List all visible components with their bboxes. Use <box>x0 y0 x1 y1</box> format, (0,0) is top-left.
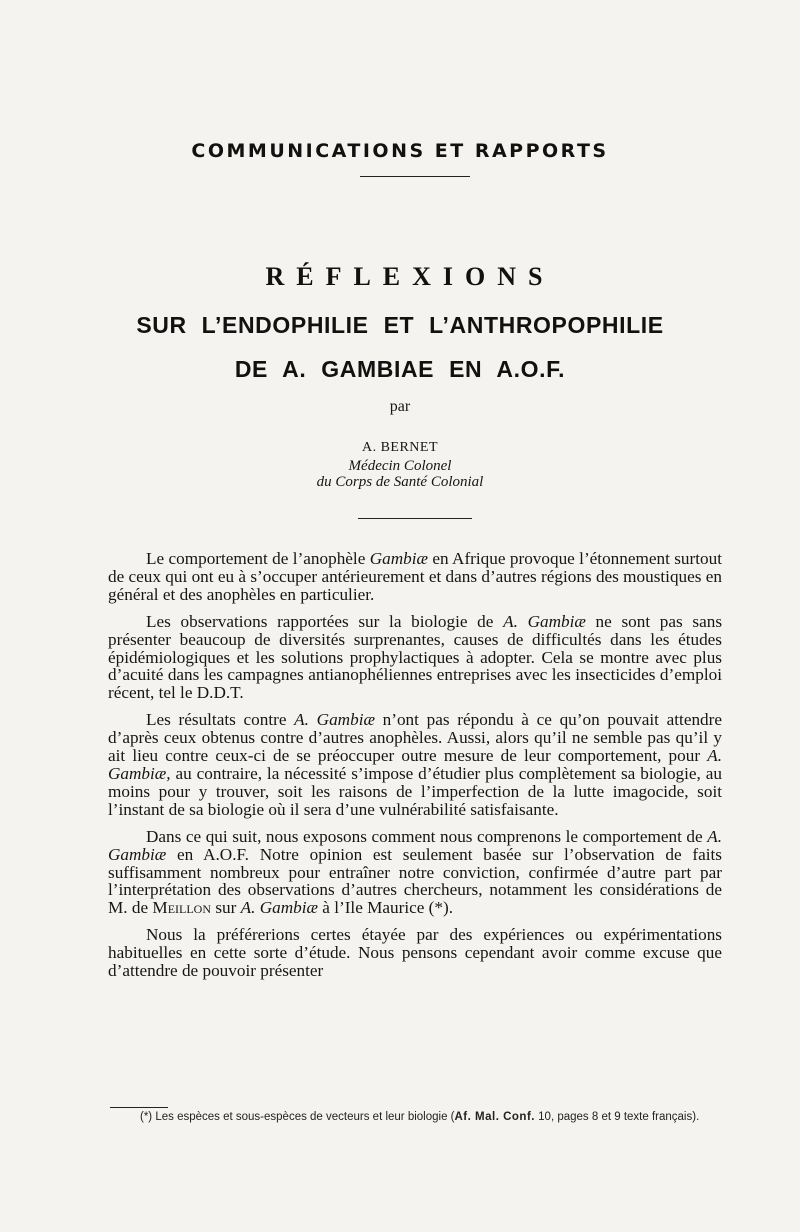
footnote: (*) Les espèces et sous-espèces de vecteurs et leur biologie (Af. Mal. Conf. 10, pages 8 et 9 texte français). <box>140 1111 700 1123</box>
article-body <box>108 550 722 989</box>
byline-par: par <box>389 398 411 415</box>
title-line-1: RÉFLEXIONS <box>265 262 555 291</box>
paragraph-4: Dans ce qui suit, nous exposons comment nous comprenons le comportement de A. Gambiæ en A.O.F. Notre opinion est seulement basée sur l’observation de faits suffisamment nombreux pour entraîner notre conviction, confirmée d’autre part par l’interprétation des observations d’autres chercheurs, notamment les considérations de M. de Meillon sur A. Gambiæ à l’Ile Maurice (*). <box>108 826 722 918</box>
title-line-2: SUR L’ENDOPHILIE ET L’ANTHROPOPHILIE <box>136 312 664 338</box>
footnote-rule <box>110 1107 168 1108</box>
paragraph-5: Nous la préférerions certes étayée par des expériences ou expérimentations habituelles en cette sorte d’étude. Nous pensons cependant avoir comme excuse que d’attendre de pouvoir présenter <box>108 925 722 981</box>
author-affiliation-1: Médecin Colonel <box>348 458 452 474</box>
paragraph-3: Les résultats contre A. Gambiæ n’ont pas répondu à ce qu’on pouvait attendre d’après ceux obtenus contre d’autres anophèles. Aussi, alors qu’il ne semble pas qu’il y ait lieu contre ceux-ci de se préoccuper outre mesure de leur comportement, pour A. Gambiæ, au contraire, la nécessité s’impose d’étudier plus complètement sa biologie, au moins pour y trouver, soit les raisons de l’imperfection de la lutte imagocide, soit l’instant de sa biologie où il sera d’une vulnérabilité satisfaisante. <box>108 710 723 819</box>
title-divider <box>358 518 472 519</box>
title-line-3: DE A. GAMBIAE EN A.O.F. <box>234 356 566 382</box>
author-affiliation-2: du Corps de Santé Colonial <box>316 474 484 490</box>
section-header: COMMUNICATIONS ET RAPPORTS <box>191 140 609 162</box>
paragraph-1: Le comportement de l’anophèle Gambiæ en Afrique provoque l’étonnement surtout de ceux qui ont eu à s’occuper antérieurement et dans d’autres régions des moustiques en général et des anophèles en particulier. <box>108 549 722 604</box>
paragraph-2: Les observations rapportées sur la biologie de A. Gambiæ ne sont pas sans présenter beaucoup de diversités surprenantes, causes de difficultés dans les études épidémiologiques et les solutions prophylactiques à adopter. Cela se montre avec plus d’acuité dans les campagnes antianophéliennes entreprises avec les insecticides d’emploi récent, tel le D.D.T. <box>108 611 723 703</box>
header-divider <box>360 176 470 177</box>
author-name: A. BERNET <box>361 440 439 455</box>
